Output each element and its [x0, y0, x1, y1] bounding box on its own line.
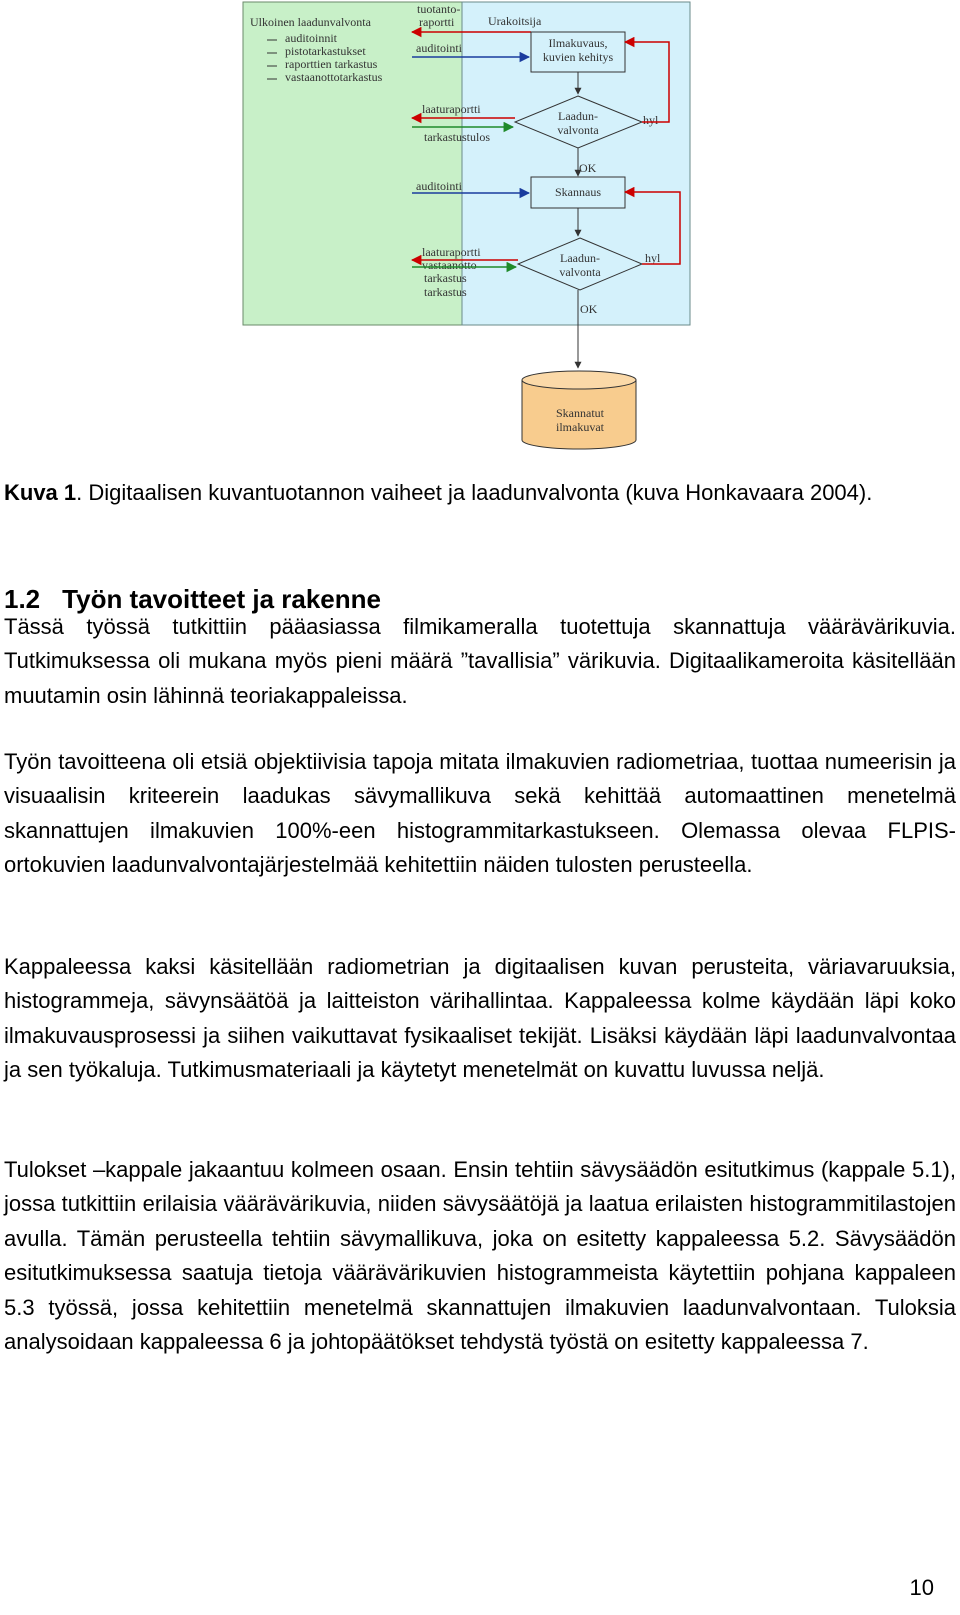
external-qc-item: raporttien tarkastus — [285, 57, 378, 71]
paragraph: Tässä työssä tutkittiin pääasiassa filmikameralla tuotettuja skannattuja väärävärikuvia. Tutkimuksessa oli mukana myös pieni määrä ”tavallisia” värikuvia. Digitaalikameroita käsitellään muutamin osin lähinnä teoriakappaleissa. — [4, 614, 956, 708]
decision-1-line2: valvonta — [557, 123, 599, 137]
section-number: 1.2 — [4, 584, 41, 614]
label-tarkastustulos: tarkastustulos — [424, 130, 490, 144]
label-auditointi-1: auditointi — [416, 41, 462, 55]
paragraph: Työn tavoitteena oli etsiä objektiivisia tapoja mitata ilmakuvien radiometriaa, tuottaa numeerisin ja visuaalisin kriteerein laadukas sävymallikuva sekä kehittää automaattinen menetelmä skannattujen ilmakuvien 100%-een histogrammitarkastukseen. Olemassa olevaa FLPIS-ortokuvien laadunvalvontajärjestelmää kehitettiin näiden tulosten perusteella. — [4, 749, 956, 878]
node-aerial-photography-line1: Ilmakuvaus, — [548, 36, 608, 50]
decision-1-line1: Laadun- — [558, 109, 598, 123]
decision-2-line2: valvonta — [559, 265, 601, 279]
label-hyl-2: hyl — [645, 251, 661, 265]
database-label-line1: Skannatut — [556, 406, 604, 420]
node-scanning-label: Skannaus — [555, 185, 601, 199]
label-hyl-1: hyl — [643, 113, 659, 127]
label-tarkastus-2: tarkastus — [424, 285, 467, 299]
label-auditointi-2: auditointi — [416, 179, 462, 193]
label-laaturaportti-2: laaturaportti — [422, 245, 481, 259]
quality-control-flow-diagram — [0, 0, 960, 460]
node-aerial-photography-line2: kuvien kehitys — [542, 50, 614, 64]
page-number: 10 — [909, 1575, 934, 1600]
external-qc-item: pistotarkastukset — [285, 44, 366, 58]
label-tarkastus-1: tarkastus — [424, 271, 467, 285]
label-raportti: raportti — [419, 15, 455, 29]
database-label-line2: ilmakuvat — [556, 420, 604, 434]
database-scanned-images — [522, 371, 636, 449]
figure-caption-text: . Digitaalisen kuvantuotannon vaiheet ja laadunvalvonta (kuva Honkavaara 2004). — [76, 480, 873, 505]
label-tuotanto: tuotanto- — [417, 2, 461, 16]
label-ok-2: OK — [580, 302, 598, 316]
figure-caption — [4, 476, 954, 510]
label-vastaanotto: vastaanotto — [422, 258, 477, 272]
label-laaturaportti-1: laaturaportti — [422, 102, 481, 116]
external-qc-item: vastaanottotarkastus — [285, 70, 383, 84]
paragraph: Kappaleessa kaksi käsitellään radiometrian ja digitaalisen kuvan perusteita, väriavaruuksia, histogrammeja, sävynsäätöä ja laitteiston värihallintaa. Kappaleessa kolme käydään läpi koko ilmakuvausprosessi ja siihen vaikuttavat fysikaaliset tekijät. Lisäksi käydään läpi laadunvalvontaa ja sen työkaluja. Tutkimusmateriaali ja käytetyt menetelmät on kuvattu luvussa neljä. — [4, 954, 956, 1083]
external-qc-item: auditoinnit — [285, 31, 337, 45]
section-title: Työn tavoitteet ja rakenne — [62, 584, 381, 614]
decision-2-line1: Laadun- — [560, 251, 600, 265]
label-ok-1: OK — [579, 161, 597, 175]
external-qc-title: Ulkoinen laadunvalvonta — [250, 15, 371, 29]
contractor-title: Urakoitsija — [488, 14, 542, 28]
paragraph: Tulokset –kappale jakaantuu kolmeen osaan. Ensin tehtiin sävysäädön esitutkimus (kappale 5.1), jossa tutkittiin erilaisia väärävärikuvia, niiden sävysäätöjä ja laatua erilaisten histogrammitilastojen avulla. Tämän perusteella tehtiin sävymallikuva, joka on esitetty kappaleessa 5.2. Sävysäädön esitutkimuksessa saatuja tietoja väärävärikuvien histogrammeista käytettiin pohjana kappaleen 5.3 työssä, jossa kehitettiin menetelmä skannattujen ilmakuvien laadunvalvontaan. Tuloksia analysoidaan kappaleessa 6 ja johtopäätökset tehdystä työstä on esitetty kappaleessa 7. — [4, 1157, 956, 1355]
figure-label: Kuva 1 — [4, 480, 77, 505]
